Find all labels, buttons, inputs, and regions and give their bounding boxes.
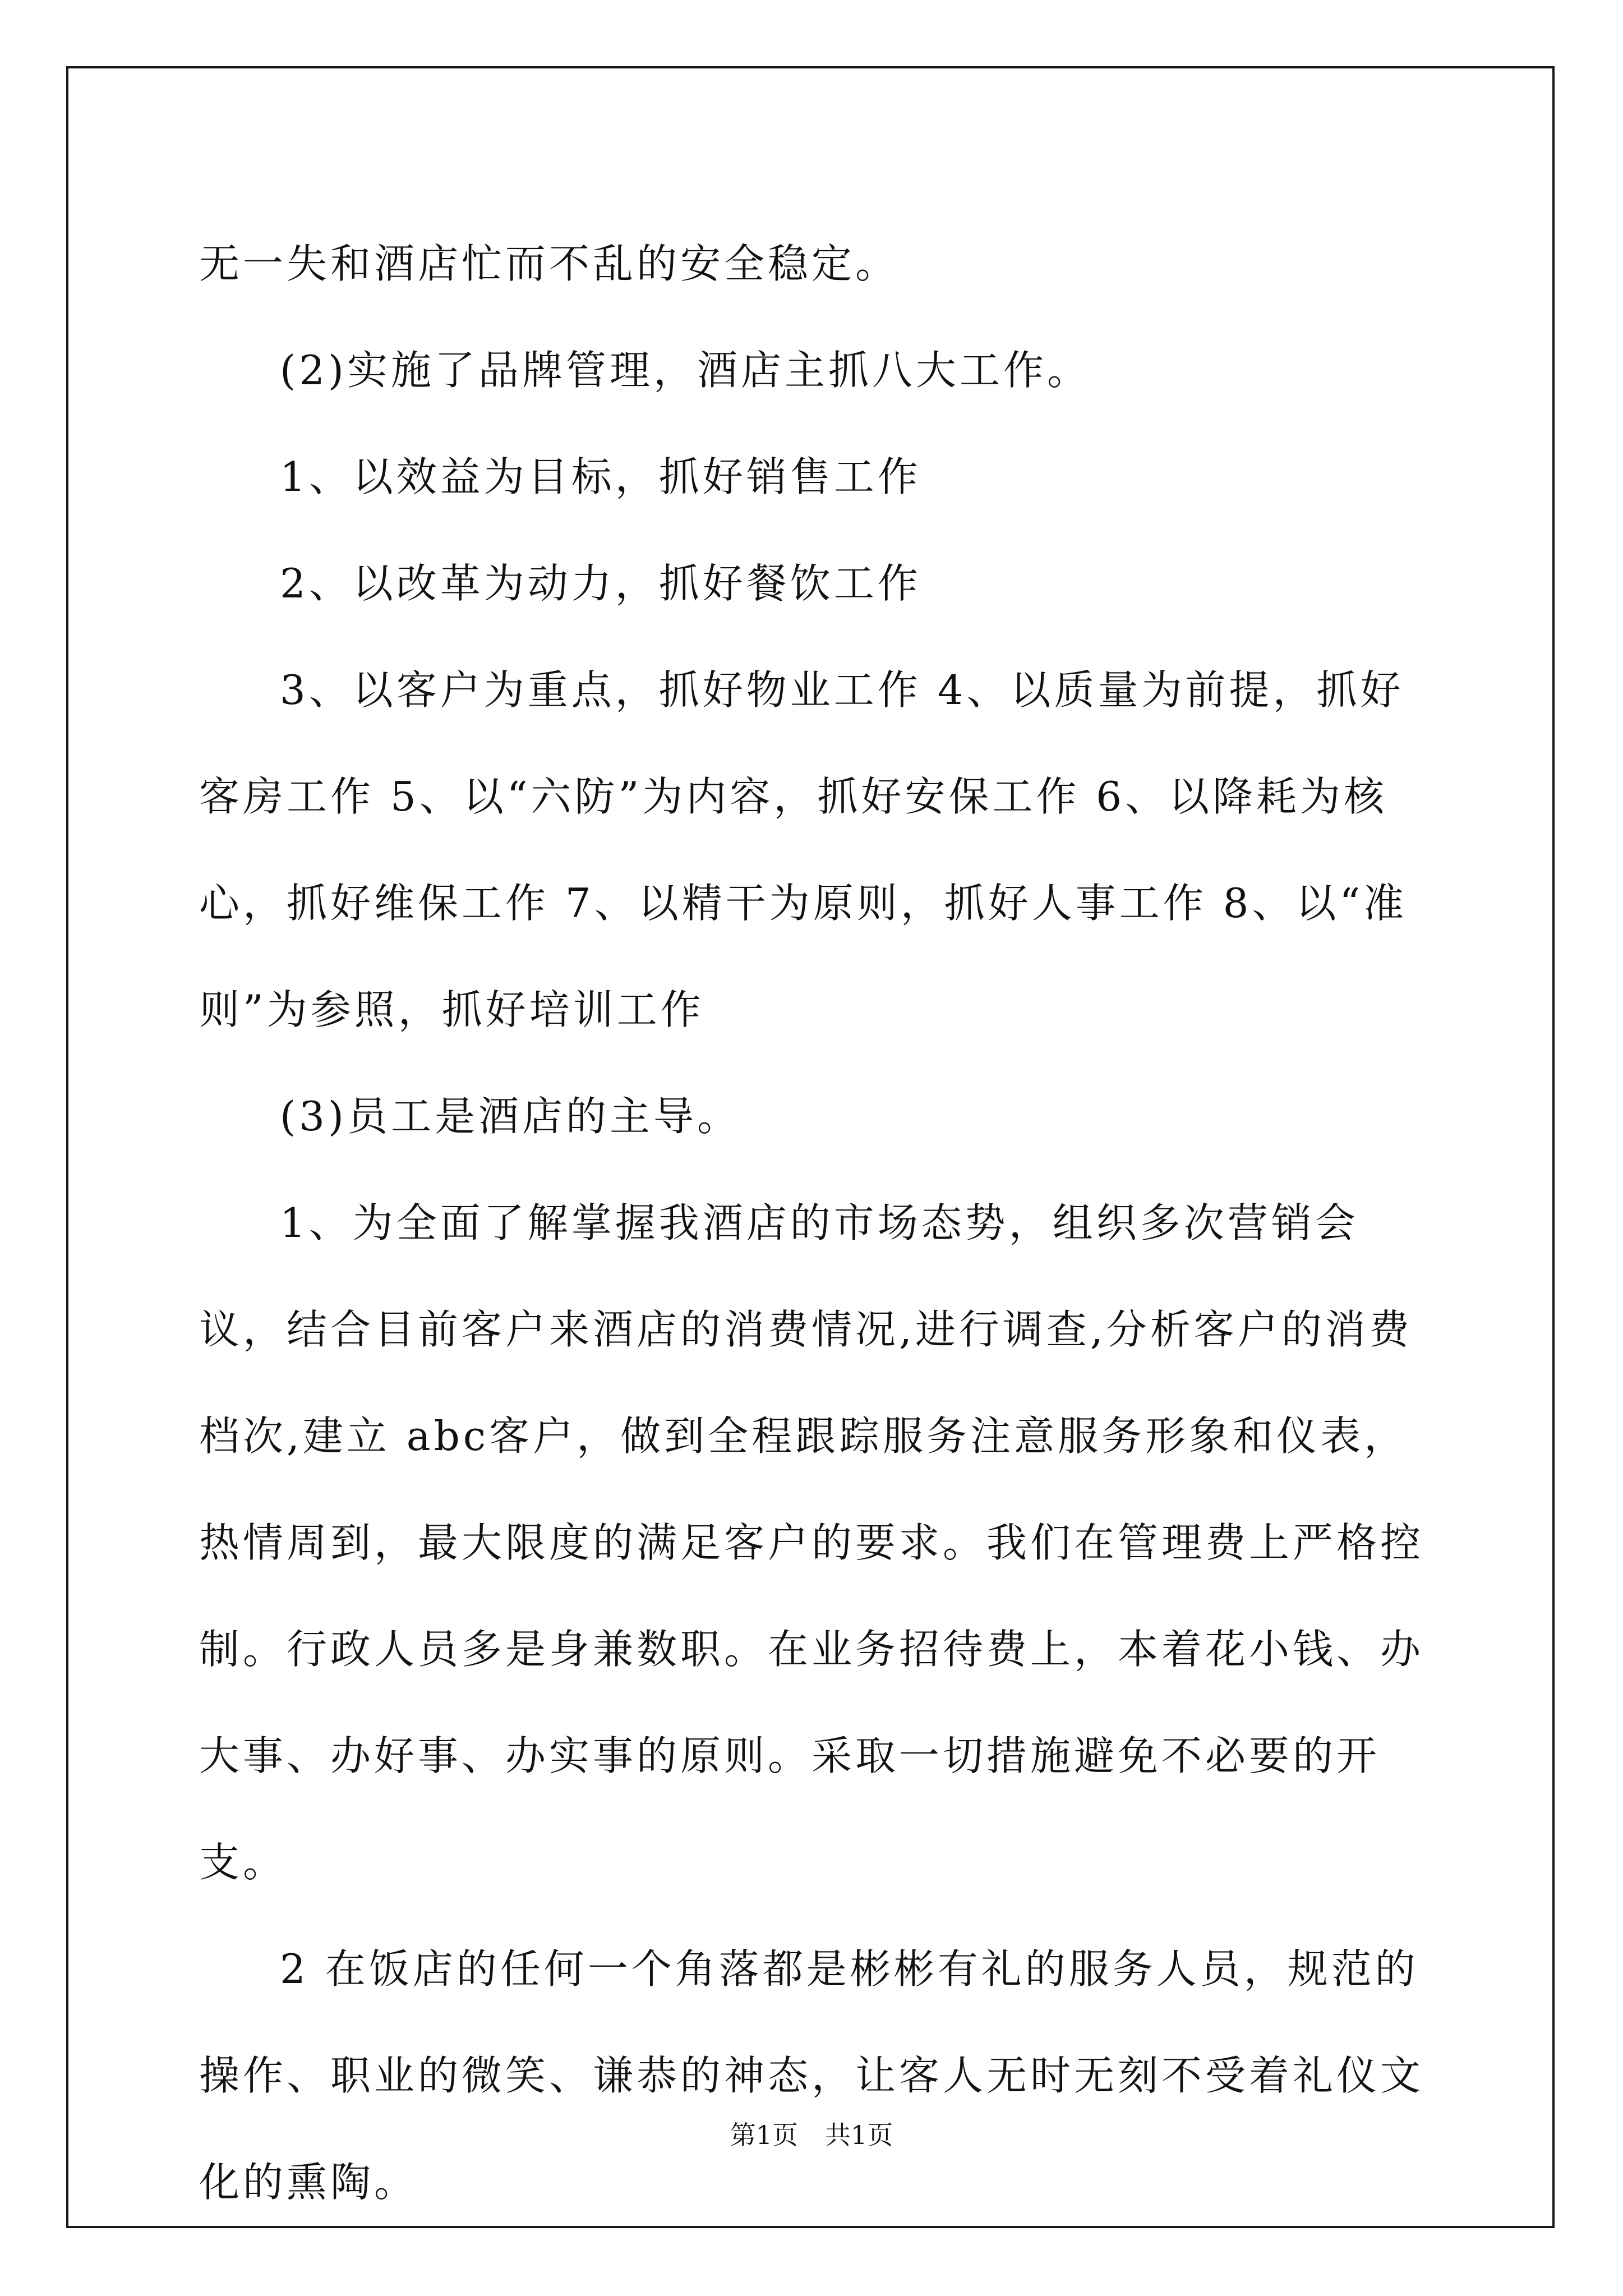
paragraph: 2 在饭店的任何一个角落都是彬彬有礼的服务人员，规范的操作、职业的微笑、谦恭的神态，让客人无时无刻不受着礼仪文化的熏陶。: [199, 1945, 1424, 2206]
page-number: 第1页: [730, 2120, 798, 2150]
document-body: [199, 210, 1433, 2235]
paragraph: (3)员工是酒店的主导。: [280, 1093, 741, 1140]
page-footer: [0, 2115, 1623, 2152]
paragraph: 1、为全面了解掌握我酒店的市场态势，组织多次营销会议，结合目前客户来酒店的消费情况,进行调查,分析客户的消费档次,建立 abc客户，做到全程跟踪服务注意服务形象和仪表，热情周到，最大限度的满足客户的要求。我们在管理费上严格控制。行政人员多是身兼数职。在业务招待费上，本着花小钱、办大事、办好事、办实事的原则。采取一切措施避免不必要的开支。: [199, 1199, 1424, 1886]
paragraph: 1、以效益为目标，抓好销售工作: [280, 453, 921, 500]
paragraph: (2)实施了品牌管理，酒店主抓八大工作。: [280, 347, 1091, 394]
paragraph: 2、以改革为动力，抓好餐饮工作: [280, 560, 921, 607]
page-count: 共1页: [825, 2120, 893, 2150]
paragraph: 无一失和酒店忙而不乱的安全稳定。: [199, 240, 900, 287]
paragraph: 3、以客户为重点，抓好物业工作 4、以质量为前提，抓好客房工作 5、以“六防”为内容，抓好安保工作 6、以降耗为核心，抓好维保工作 7、以精干为原则，抓好人事工作 8、以“准则”为参照，抓好培训工作: [199, 666, 1408, 1033]
